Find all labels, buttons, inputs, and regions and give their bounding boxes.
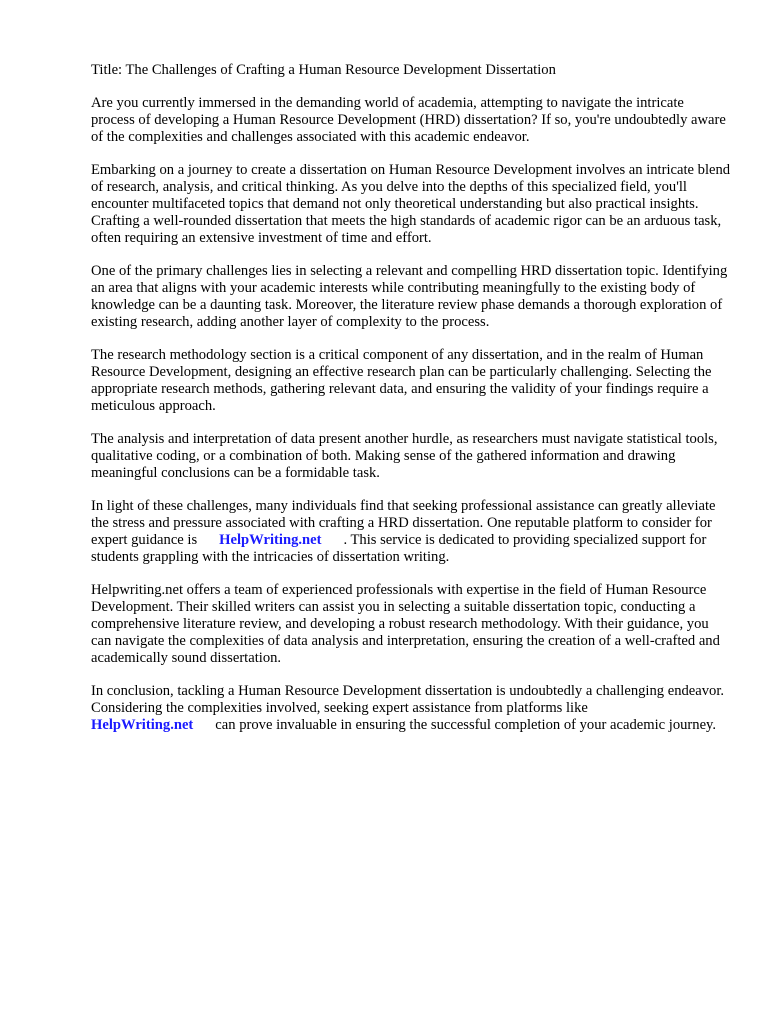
helpwriting-link[interactable]: HelpWriting.net xyxy=(219,532,322,548)
helpwriting-link-conclusion[interactable]: HelpWriting.net xyxy=(91,717,194,733)
paragraph-helpwriting-offer: Helpwriting.net offers a team of experienced professionals with expertise in the field of Human Resource Development. Their skilled writers can assist you in selecting a suitable dissertation topic, conducting a comprehensive literature review, and developing a robust research methodology. With their guidance, you can navigate the complexities of data analysis and interpretation, ensuring the creation of a well-crafted and academically sound dissertation. xyxy=(91,582,720,666)
document-title: Title: The Challenges of Crafting a Human Resource Development Dissertation xyxy=(91,62,556,78)
paragraph-conclusion xyxy=(91,683,731,734)
document-page xyxy=(91,62,731,750)
paragraph-conclusion-text-before: In conclusion, tackling a Human Resource Development dissertation is undoubtedly a challenging endeavor. Considering the complexities involved, seeking expert assistance from platforms like xyxy=(91,683,725,716)
paragraph-assistance-text-before: In light of these challenges, many individuals find that seeking professional assistance can greatly alleviate the stress and pressure associated with crafting a HRD dissertation. One reputable platform to consider for expert guidance is xyxy=(91,498,716,548)
paragraph-embarking: Embarking on a journey to create a dissertation on Human Resource Development involves an intricate blend of research, analysis, and critical thinking. As you delve into the depths of this specialized field, you'll encounter multifaceted topics that demand not only theoretical understanding but also practical insights. Crafting a well-rounded dissertation that meets the high standards of academic rigor can be an arduous task, often requiring an extensive investment of time and effort. xyxy=(91,162,731,246)
paragraph-intro: Are you currently immersed in the demanding world of academia, attempting to navigate the intricate process of developing a Human Resource Development (HRD) dissertation? If so, you're undoubtedly aware of the complexities and challenges associated with this academic endeavor. xyxy=(91,95,726,145)
paragraph-conclusion-text-after: can prove invaluable in ensuring the successful completion of your academic journey. xyxy=(215,717,717,733)
paragraph-assistance xyxy=(91,498,731,566)
paragraph-topic-challenges: One of the primary challenges lies in selecting a relevant and compelling HRD dissertation topic. Identifying an area that aligns with your academic interests while contributing meaningfully to the existing body of knowledge can be a daunting task. Moreover, the literature review phase demands a thorough exploration of existing research, adding another layer of complexity to the process. xyxy=(91,263,728,330)
paragraph-assistance-text-after: . This service is dedicated to providing specialized support for students grappling with the intricacies of dissertation writing. xyxy=(91,532,707,565)
paragraph-analysis: The analysis and interpretation of data present another hurdle, as researchers must navigate statistical tools, qualitative coding, or a combination of both. Making sense of the gathered information and drawing meaningful conclusions can be a formidable task. xyxy=(91,431,718,481)
paragraph-methodology: The research methodology section is a critical component of any dissertation, and in the realm of Human Resource Development, designing an effective research plan can be particularly challenging. Selecting the appropriate research methods, gathering relevant data, and ensuring the validity of your findings require a meticulous approach. xyxy=(91,347,712,414)
